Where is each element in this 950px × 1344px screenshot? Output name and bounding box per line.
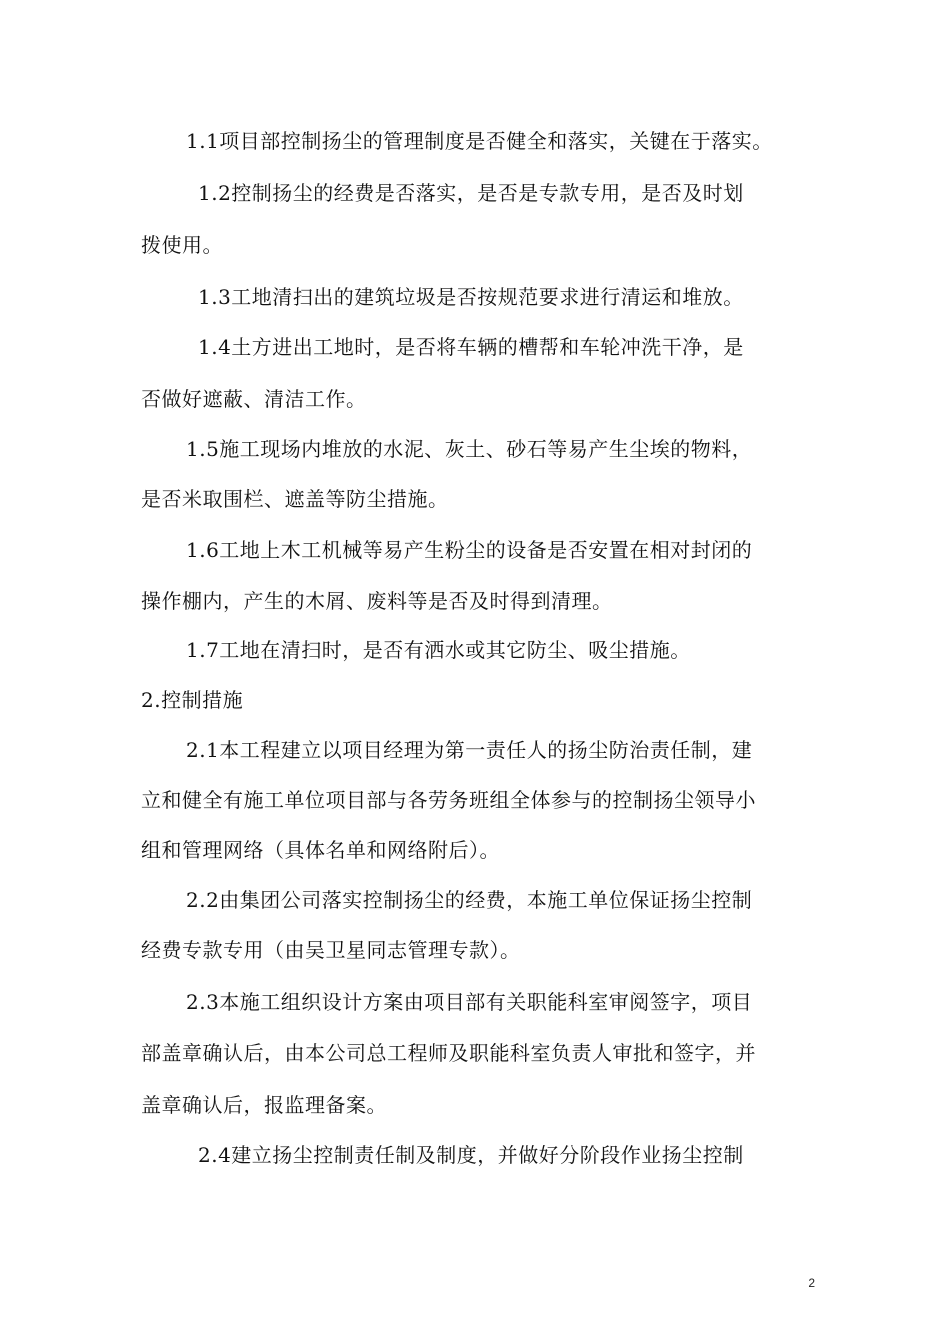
page-number: 2 xyxy=(808,1276,815,1290)
text-line-1-2-cont: 拨使用。 xyxy=(141,233,223,257)
text-line-2-3-cont-1: 部盖章确认后，由本公司总工程师及职能科室负责人审批和签字，并 xyxy=(141,1041,756,1065)
text-line-1-4-cont: 否做好遮蔽、清洁工作。 xyxy=(141,387,367,411)
text-line-1-6: 1.6工地上木工机械等易产生粉尘的设备是否安置在相对封闭的 xyxy=(186,538,753,562)
text-line-1-6-cont: 操作棚内，产生的木屑、废料等是否及时得到清理。 xyxy=(141,589,613,613)
text-line-1-5-cont: 是否米取围栏、遮盖等防尘措施。 xyxy=(141,487,449,511)
text-line-1-4: 1.4土方进出工地时，是否将车辆的槽帮和车轮冲洗干净，是 xyxy=(198,335,744,359)
text-line-2-2: 2.2由集团公司落实控制扬尘的经费，本施工单位保证扬尘控制 xyxy=(186,888,753,912)
text-line-2-4: 2.4建立扬尘控制责任制及制度，并做好分阶段作业扬尘控制 xyxy=(198,1143,744,1167)
text-line-1-5: 1.5施工现场内堆放的水泥、灰土、砂石等易产生尘埃的物料， xyxy=(186,437,753,461)
text-line-2-3: 2.3本施工组织设计方案由项目部有关职能科室审阅签字，项目 xyxy=(186,990,753,1014)
text-line-2-1-cont-1: 立和健全有施工单位项目部与各劳务班组全体参与的控制扬尘领导小 xyxy=(141,788,756,812)
text-line-2-3-cont-2: 盖章确认后，报监理备案。 xyxy=(141,1093,387,1117)
section-heading-2: 2.控制措施 xyxy=(141,688,244,712)
text-line-2-1: 2.1本工程建立以项目经理为第一责任人的扬尘防治责任制，建 xyxy=(186,738,753,762)
text-line-1-1: 1.1项目部控制扬尘的管理制度是否健全和落实，关键在于落实。 xyxy=(186,129,773,153)
text-line-2-1-cont-2: 组和管理网络（具体名单和网络附后）。 xyxy=(141,838,500,862)
text-line-2-2-cont: 经费专款专用（由吴卫星同志管理专款）。 xyxy=(141,938,521,962)
text-line-1-2: 1.2控制扬尘的经费是否落实，是否是专款专用，是否及时划 xyxy=(198,181,744,205)
text-line-1-3: 1.3工地清扫出的建筑垃圾是否按规范要求进行清运和堆放。 xyxy=(198,285,744,309)
text-line-1-7: 1.7工地在清扫时，是否有洒水或其它防尘、吸尘措施。 xyxy=(186,638,691,662)
